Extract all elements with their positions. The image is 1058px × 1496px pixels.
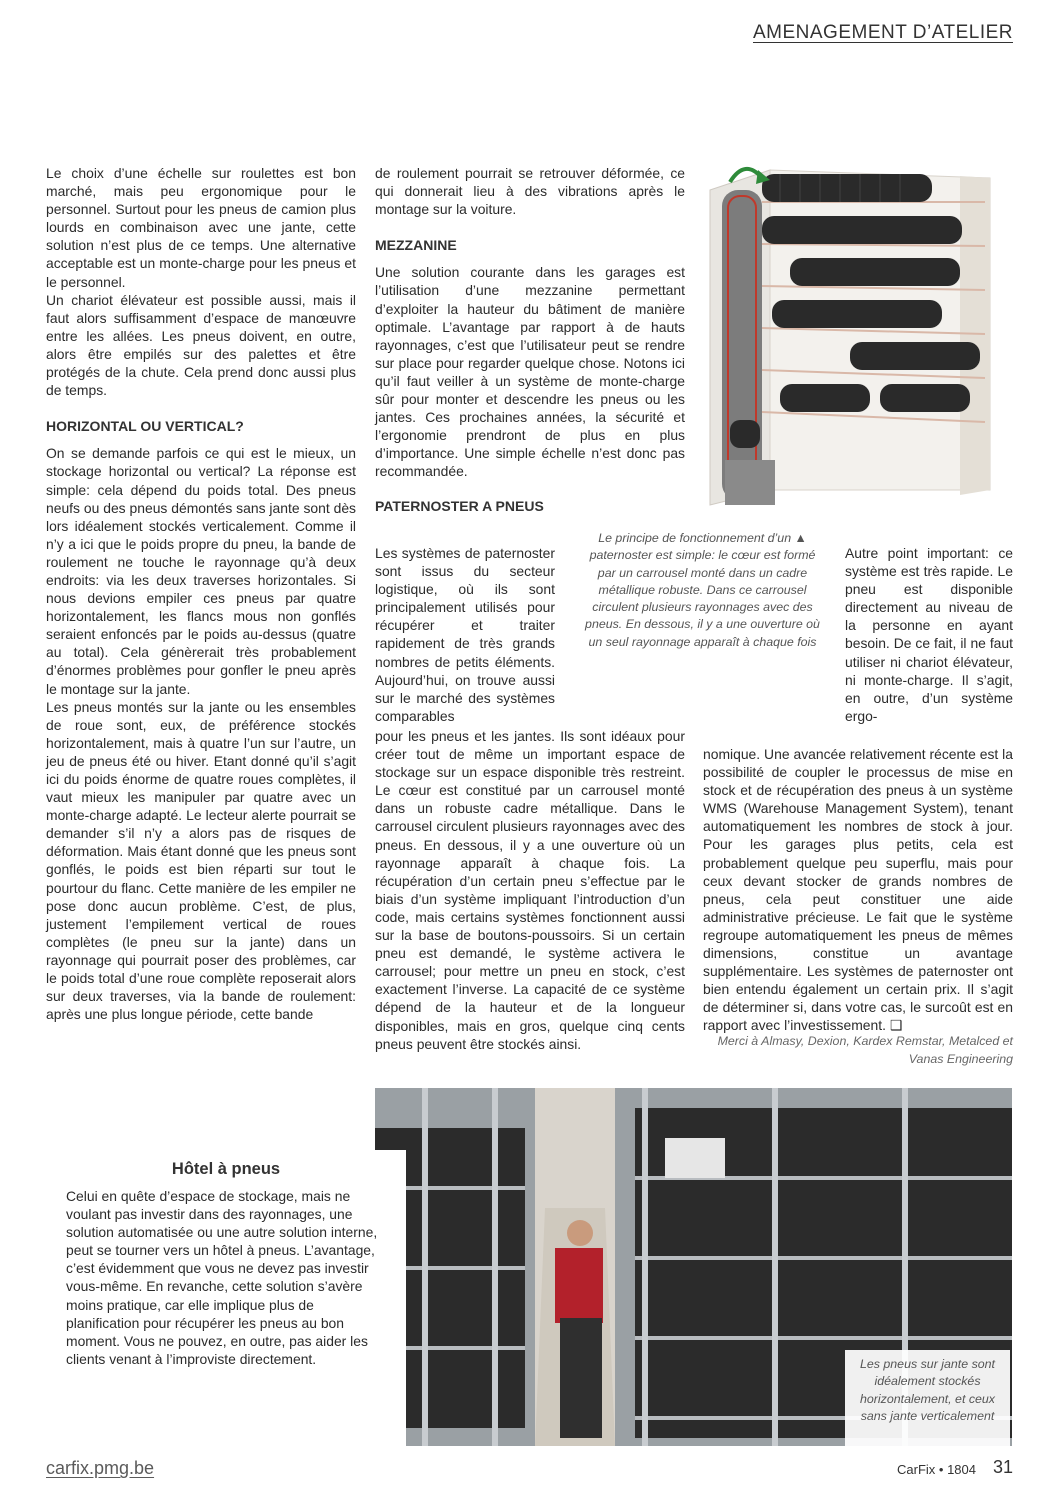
paragraph: de roulement pourrait se retrouver déformée, ce qui donnerait lieu à des vibrations après le montage sur la voiture.: [375, 165, 685, 218]
inset-title: Hôtel à pneus: [171, 1160, 281, 1178]
article-column-3-continued: [703, 745, 1013, 1035]
article-column-1: [46, 164, 356, 1023]
tyre-hotel-inset: [46, 1150, 406, 1446]
photo-caption: Les pneus sur jante sont idéalement stockés horizontalement, et ceux sans jante verticalement: [859, 1357, 995, 1423]
paragraph: Une solution courante dans les garages est l’utilisation d’une mezzanine permettant d’exploiter la hauteur du bâtiment de manière optimale. L’avantage par rapport à de hauts rayonnages, c’est que l’utilisateur peut se rendre sur place pour regarder quelque chose. Notons ici qu’il faut veiller à un système de monte-charge sûr pour monter et descendre les pneus ou les jantes. Ces prochaines années, la sécurité et l’ergonomie prendront de plus en plus d’importance. Une simple échelle n’est donc pas recommandée.: [375, 264, 685, 480]
paternoster-intro-narrow: [375, 544, 555, 725]
article-column-2: [375, 164, 685, 515]
section-heading-horizontal: HORIZONTAL OU VERTICAL?: [46, 418, 244, 435]
paragraph: On se demande parfois ce qui est le mieux, un stockage horizontal ou vertical? La réponse est simple: cela dépend du poids total. Des pneus neufs ou des pneus démontés sans jante sont dès lors idéalement stockés verticalement. Comme il n’y a ici que le poids propre du pneu, la bande de roulement ne touche le rayonnage qu’à deux endroits: via les deux traverses horizontales. Si nous devions empiler ces pneus par quatre horizontalement, les flancs mous non gonflés seraient enfoncés par le poids au-dessus (quatre au total). Cela génèrerait très probablement d’énormes problèmes pour gonfler le pneu après le montage sur la jante.: [46, 445, 356, 697]
paternoster-diagram: [700, 160, 1010, 515]
paragraph: Les systèmes de paternoster sont issus du secteur logistique, où ils sont principalement utilisés pour récupérer et traiter rapidement de très grands nombres de petits éléments. Aujourd’hui, on trouve aussi sur le marché des systèmes comparables: [375, 545, 555, 724]
article-column-2-continued: [375, 727, 685, 1053]
website-link[interactable]: carfix.pmg.be: [46, 1458, 155, 1478]
paragraph: Un chariot élévateur est possible aussi, mais il faut alors suffisamment d’espace de manœuvre entre les allées. Les pneus doivent, en outre, alors être empilés sur des palettes et être protégés de la chute. Cela prend donc aussi plus de temps.: [46, 291, 356, 399]
paragraph: nomique. Une avancée relativement récente est la possibilité de coupler le processus de mise en stock et de récupération des pneus à un système WMS (Warehouse Management System), tenant automatiquement les nombres de stock à jour. Pour les garages plus petits, cela est probablement quelque peu superflu, mais pour ceux devant stocker de grands nombres de pneus, cela peut constituer une aide administrative précieuse. Le fait que le système regroupe automatiquement les pneus de mêmes dimensions, constitue un avantage supplémentaire. Les systèmes de paternoster ont bien entendu également un certain prix. Il s’agit de déterminer si, dans votre cas, le surcoût est en rapport avec l’investissement. ❑: [703, 746, 1013, 1034]
paragraph: pour les pneus et les jantes. Ils sont idéaux pour créer tout de même un important espace de stockage sur un espace disponible très restreint. Le cœur est constitué par un carrousel monté dans un robuste cadre métallique. Dans le carrousel circulent plusieurs rayonnages avec des pneus. En dessous, il y a une ouverture où un rayonnage apparaît à chaque fois. La récupération d’un certain pneu s’effectue par le biais d’un système impliquant l’introduction d’un code, mais certains systèmes fonctionnent aussi sur la base de boutons-poussoirs. Si un certain pneu est demandé, le système activera le carrousel; pour mettre un pneu en stock, c’est exactement l’inverse. La capacité de ce système dépend de la hauteur et de la longueur disponibles, mais en gros, quelque cinq cents pneus peuvent être stockés ainsi.: [375, 728, 685, 1052]
paragraph: Le choix d’une échelle sur roulettes est bon marché, mais peu ergonomique pour le personnel. Surtout pour les pneus de camion plus lourds en combinaison avec une jante, cette solution n’est plus de ce temps. Une alternative acceptable est un monte-charge pour les pneus et le personnel.: [46, 165, 356, 290]
page-number: 31: [992, 1457, 1013, 1477]
section-heading-paternoster: PATERNOSTER A PNEUS: [375, 497, 544, 514]
figure-caption: Le principe de fonctionnement d’un ▲ paternoster est simple: le cœur est formé par un carrousel monté dans un cadre métallique robuste. Dans ce carrousel circulent plusieurs rayonnages avec des pneus. En dessous, il y a une ouverture où un seul rayonnage apparaît à chaque fois: [585, 531, 820, 649]
paragraph: Autre point important: ce système est très rapide. Le pneu est disponible directement au niveau de la personne en ayant besoin. De ce fait, il ne faut utiliser ni chariot élévateur, ni monte-charge. Il s’agit, en outre, d’un système ergo-: [845, 545, 1013, 724]
photo-caption-box: [845, 1350, 1010, 1446]
acknowledgements: Merci à Almasy, Dexion, Kardex Remstar, Metalced et Vanas Engineering: [717, 1034, 1013, 1066]
paragraph: Les pneus montés sur la jante ou les ensembles de roue sont, eux, de préférence stockés horizontalement, mais à quatre l’un sur l’autre, un jeu de pneus été ou hiver. Etant donné qu’il s’agit ici du poids énorme de quatre roues complètes, il vaut mieux les manipuler par quatre avec un monte-charge adapté. Le lecteur alerte pourrait se demander s’il n’y a alors pas de risques de déformation. Mais étant donné que les pneus sont gonflés, le poids est bien réparti sur tout le pourtour du flanc. Cette manière de les empiler ne pose donc aucun problème. C’est, de plus, justement l’empilement vertical de roues complètes (le pneu sur la jante) dans un rayonnage qui pourrait poser des problèmes, car le poids total d’une roue complète reposerait alors sur deux traverses, via la bande de roulement: après une plus longue période, cette bande: [46, 698, 356, 1023]
article-column-3-narrow: [845, 544, 1013, 725]
section-heading-mezzanine: MEZZANINE: [375, 237, 457, 254]
section-title: AMENAGEMENT D’ATELIER: [752, 22, 1013, 43]
paternoster-illustration: [700, 160, 1010, 515]
magazine-issue: CarFix • 1804: [897, 1462, 976, 1477]
inset-text: Celui en quête d’espace de stockage, mais ne voulant pas investir dans des rayonnages, une solution automatisée ou une autre solution interne, peut se tourner vers un hôtel à pneus. L’avantage, c’est évidemment que vous ne devez pas investir vous-même. En revanche, cette solution s’avère moins pratique, car elle implique plus de planification pour récupérer les pneus au bon moment. Vous ne pouvez, en outre, pas aider les clients venant à l’improviste directement.: [66, 1188, 378, 1367]
